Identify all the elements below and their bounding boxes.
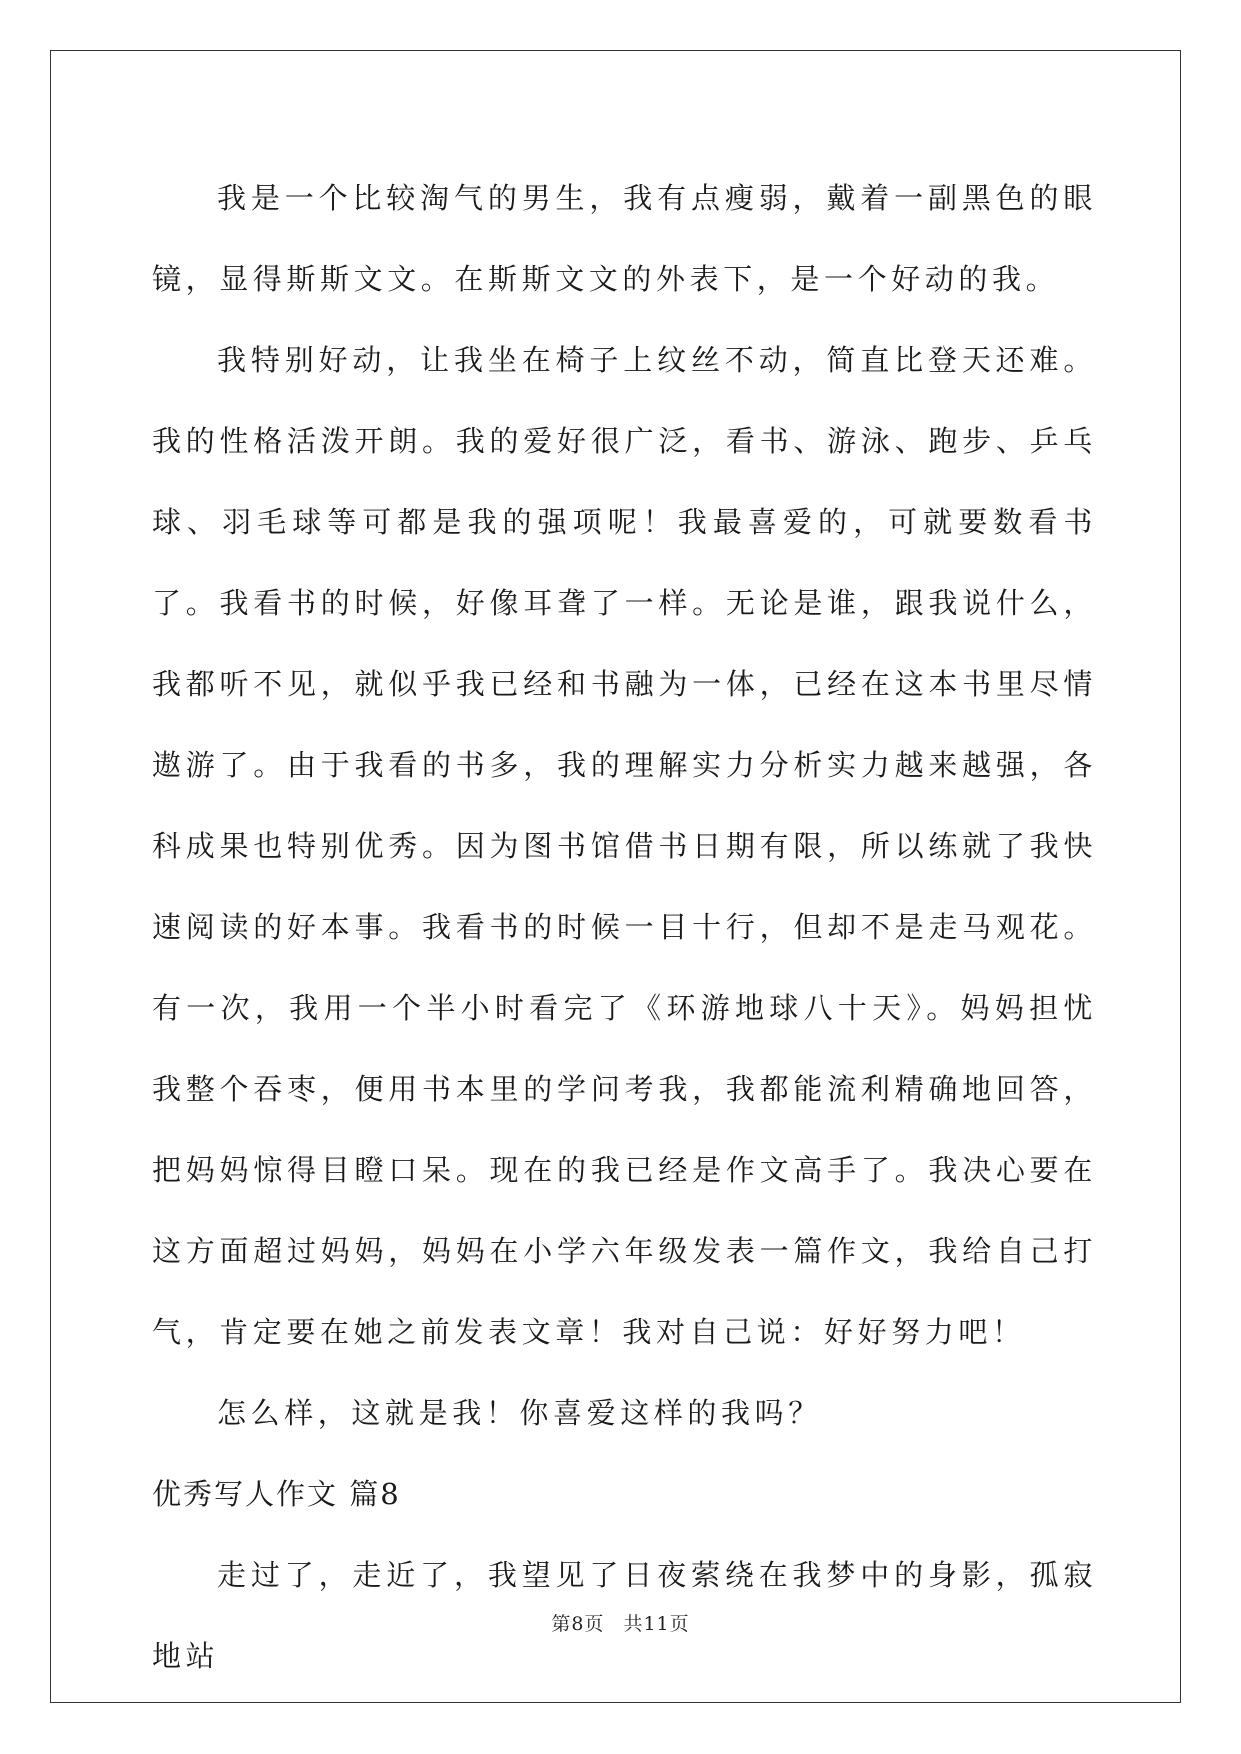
document-body — [152, 158, 1097, 1697]
paragraph-3: 怎么样，这就是我！你喜爱这样的我吗？ — [217, 1396, 822, 1430]
section-heading: 优秀写人作文 篇8 — [152, 1477, 401, 1511]
paragraph-1: 我是一个比较淘气的男生，我有点瘦弱，戴着一副黑色的眼镜，显得斯斯文文。在斯斯文文的外表下，是一个好动的我。 — [152, 181, 1097, 296]
page-total: 共11页 — [623, 1613, 690, 1635]
page-footer — [0, 1609, 1241, 1636]
paragraph-4: 走过了，走近了，我望见了日夜萦绕在我梦中的身影，孤寂地站 — [152, 1558, 1097, 1673]
page-number: 第8页 — [551, 1613, 605, 1635]
paragraph-2: 我特别好动，让我坐在椅子上纹丝不动，简直比登天还难。我的性格活泼开朗。我的爱好很广泛，看书、游泳、跑步、乒乓球、羽毛球等可都是我的强项呢！我最喜爱的，可就要数看书了。我看书的时候，好像耳聋了一样。无论是谁，跟我说什么，我都听不见，就似乎我已经和书融为一体，已经在这本书里尽情遨游了。由于我看的书多，我的理解实力分析实力越来越强，各科成果也特别优秀。因为图书馆借书日期有限，所以练就了我快速阅读的好本事。我看书的时候一目十行，但却不是走马观花。有一次，我用一个半小时看完了《环游地球八十天》。妈妈担忧我整个吞枣，便用书本里的学问考我，我都能流利精确地回答，把妈妈惊得目瞪口呆。现在的我已经是作文高手了。我决心要在这方面超过妈妈，妈妈在小学六年级发表一篇作文，我给自己打气，肯定要在她之前发表文章！我对自己说：好好努力吧！ — [152, 343, 1097, 1349]
